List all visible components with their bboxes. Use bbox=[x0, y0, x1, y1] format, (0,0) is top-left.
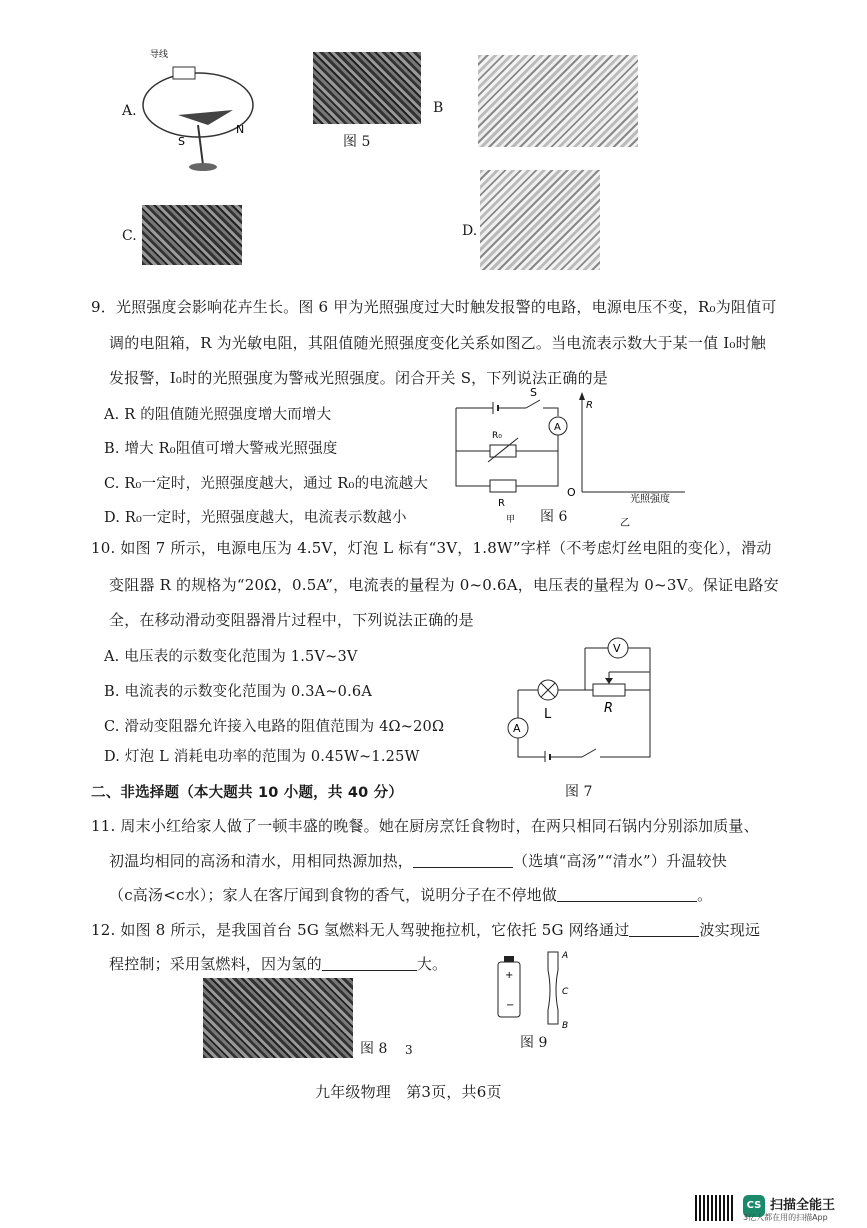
fig9-letter-b: B bbox=[562, 1021, 569, 1030]
photo-d bbox=[480, 170, 600, 270]
fig9-letter-a: A bbox=[562, 951, 569, 961]
figure-6-label: 图 6 bbox=[540, 509, 568, 525]
lamp-l-label: L bbox=[544, 707, 552, 722]
graph-y-label: R bbox=[586, 400, 593, 411]
q10-line-3: 全，在移动滑动变阻器滑片过程中，下列说法正确的是 bbox=[109, 611, 474, 629]
q12-line-1-text: 12. 如图 8 所示，是我国首台 5G 氢燃料无人驾驶拖拉机，它依托 5G 网络通过 bbox=[91, 921, 630, 939]
q9-option-b: B. 增大 R₀阻值可增大警戒光照强度 bbox=[104, 441, 338, 457]
r0-label: R₀ bbox=[492, 431, 502, 441]
q11-line-1: 11. 周末小红给家人做了一顿丰盛的晚餐。她在厨房烹饪食物时，在两只相同石锅内分别添加质量、 bbox=[91, 817, 759, 835]
q12-blank-2[interactable] bbox=[322, 956, 417, 971]
figure-7-label: 图 7 bbox=[565, 784, 593, 800]
battery-minus-icon: − bbox=[506, 1000, 515, 1011]
q11-line-3 bbox=[109, 884, 712, 905]
scanner-logo: CS bbox=[743, 1195, 765, 1217]
q9-option-d: D. R₀一定时，光照强度越大，电流表示数越小 bbox=[104, 510, 407, 526]
wire-label: 导线 bbox=[150, 50, 169, 60]
switch-s-label: S bbox=[530, 388, 537, 399]
q10-line-2: 变阻器 R 的规格为“20Ω，0.5A”，电流表的量程为 0~0.6A，电压表的量程为 0~3V。保证电路安 bbox=[109, 576, 779, 594]
stray-digit: 3 bbox=[405, 1043, 413, 1057]
r-label: R bbox=[498, 498, 505, 509]
s-pole-label: S bbox=[178, 135, 185, 148]
sub-jia-label: 甲 bbox=[506, 515, 516, 525]
ammeter-a-label: A bbox=[554, 422, 561, 433]
q9-resistance-graph bbox=[560, 392, 690, 532]
q10-line-1: 10. 如图 7 所示，电源电压为 4.5V，灯泡 L 标有“3V，1.8W”字样（不考虑灯丝电阻的变化），滑动 bbox=[91, 539, 772, 557]
tractor-photo bbox=[203, 978, 353, 1058]
q12-line-1 bbox=[91, 919, 760, 940]
option-c-label: C. bbox=[122, 228, 137, 244]
q11-line-3-tail: 。 bbox=[697, 886, 713, 904]
photo-c bbox=[142, 205, 242, 265]
graph-x-label: 光照强度 bbox=[630, 494, 670, 505]
compass-wire-illustration bbox=[138, 45, 258, 175]
q9-line-3: 发报警，I₀时的光照强度为警戒光照强度。闭合开关 S，下列说法正确的是 bbox=[109, 369, 608, 387]
rheostat-r-label: R bbox=[604, 701, 614, 716]
q11-line-2-text: 初温均相同的高汤和清水，用相同热源加热， bbox=[109, 852, 414, 870]
q12-line-2 bbox=[109, 953, 447, 974]
figure-5-label: 图 5 bbox=[343, 134, 371, 150]
q9-line-1: 9．光照强度会影响花卉生长。图 6 甲为光照强度过大时触发报警的电路，电源电压不变，R₀为阻值可 bbox=[91, 298, 777, 316]
q12-line-1-tail: 波实现远 bbox=[699, 921, 761, 939]
qr-code-icon bbox=[695, 1195, 735, 1221]
q9-option-c: C. R₀一定时，光照强度越大，通过 R₀的电流越大 bbox=[104, 476, 429, 492]
n-pole-label: N bbox=[236, 123, 245, 136]
figure-8-label: 图 8 bbox=[360, 1041, 388, 1057]
q11-line-2 bbox=[109, 850, 727, 871]
option-d-label: D. bbox=[462, 223, 478, 239]
photo-b-right bbox=[478, 55, 638, 147]
scanner-tagline: 3亿人都在用的扫描App bbox=[743, 1213, 828, 1222]
q10-option-c: C. 滑动变阻器允许接入电路的阻值范围为 4Ω~20Ω bbox=[104, 719, 445, 735]
q10-circuit-diagram bbox=[500, 632, 670, 762]
graph-origin-label: O bbox=[567, 486, 576, 499]
q11-blank-2[interactable] bbox=[557, 887, 697, 902]
section-2-heading: 二、非选择题（本大题共 10 小题，共 40 分） bbox=[91, 785, 404, 801]
battery-plus-icon: + bbox=[505, 970, 514, 981]
q9-option-a: A. R 的阻值随光照强度增大而增大 bbox=[104, 407, 332, 423]
page-footer: 九年级物理 第3页，共6页 bbox=[315, 1083, 502, 1101]
q11-line-2-tail: （选填“高汤”“清水”）升温较快 bbox=[513, 852, 727, 870]
figure-9-illustration bbox=[490, 950, 580, 1030]
q10-option-d: D. 灯泡 L 消耗电功率的范围为 0.45W~1.25W bbox=[104, 749, 420, 765]
option-a-label: A. bbox=[122, 103, 137, 119]
sub-yi-label: 乙 bbox=[620, 518, 630, 529]
q10-option-a: A. 电压表的示数变化范围为 1.5V~3V bbox=[104, 649, 358, 665]
q12-blank-1[interactable] bbox=[629, 922, 699, 937]
figure-9-label: 图 9 bbox=[520, 1035, 548, 1051]
photo-b-left bbox=[313, 52, 421, 124]
voltmeter-v-label: V bbox=[613, 642, 621, 655]
q12-line-2-text: 程控制；采用氢燃料，因为氢的 bbox=[109, 955, 322, 973]
q11-blank-1[interactable] bbox=[413, 853, 513, 868]
q10-option-b: B. 电流表的示数变化范围为 0.3A~0.6A bbox=[104, 684, 372, 700]
q12-line-2-tail: 大。 bbox=[416, 955, 448, 973]
ammeter-a-label-q10: A bbox=[513, 722, 521, 735]
fig9-letter-c: C bbox=[562, 987, 569, 997]
q11-line-3-text: （c高汤<c水）；家人在客厅闻到食物的香气，说明分子在不停地做 bbox=[109, 886, 558, 904]
scanner-app-name: 扫描全能王 bbox=[770, 1198, 836, 1213]
option-b-label: B bbox=[433, 100, 444, 116]
q9-line-2: 调的电阻箱，R 为光敏电阻，其阻值随光照强度变化关系如图乙。当电流表示数大于某一值 I₀时触 bbox=[109, 334, 766, 352]
